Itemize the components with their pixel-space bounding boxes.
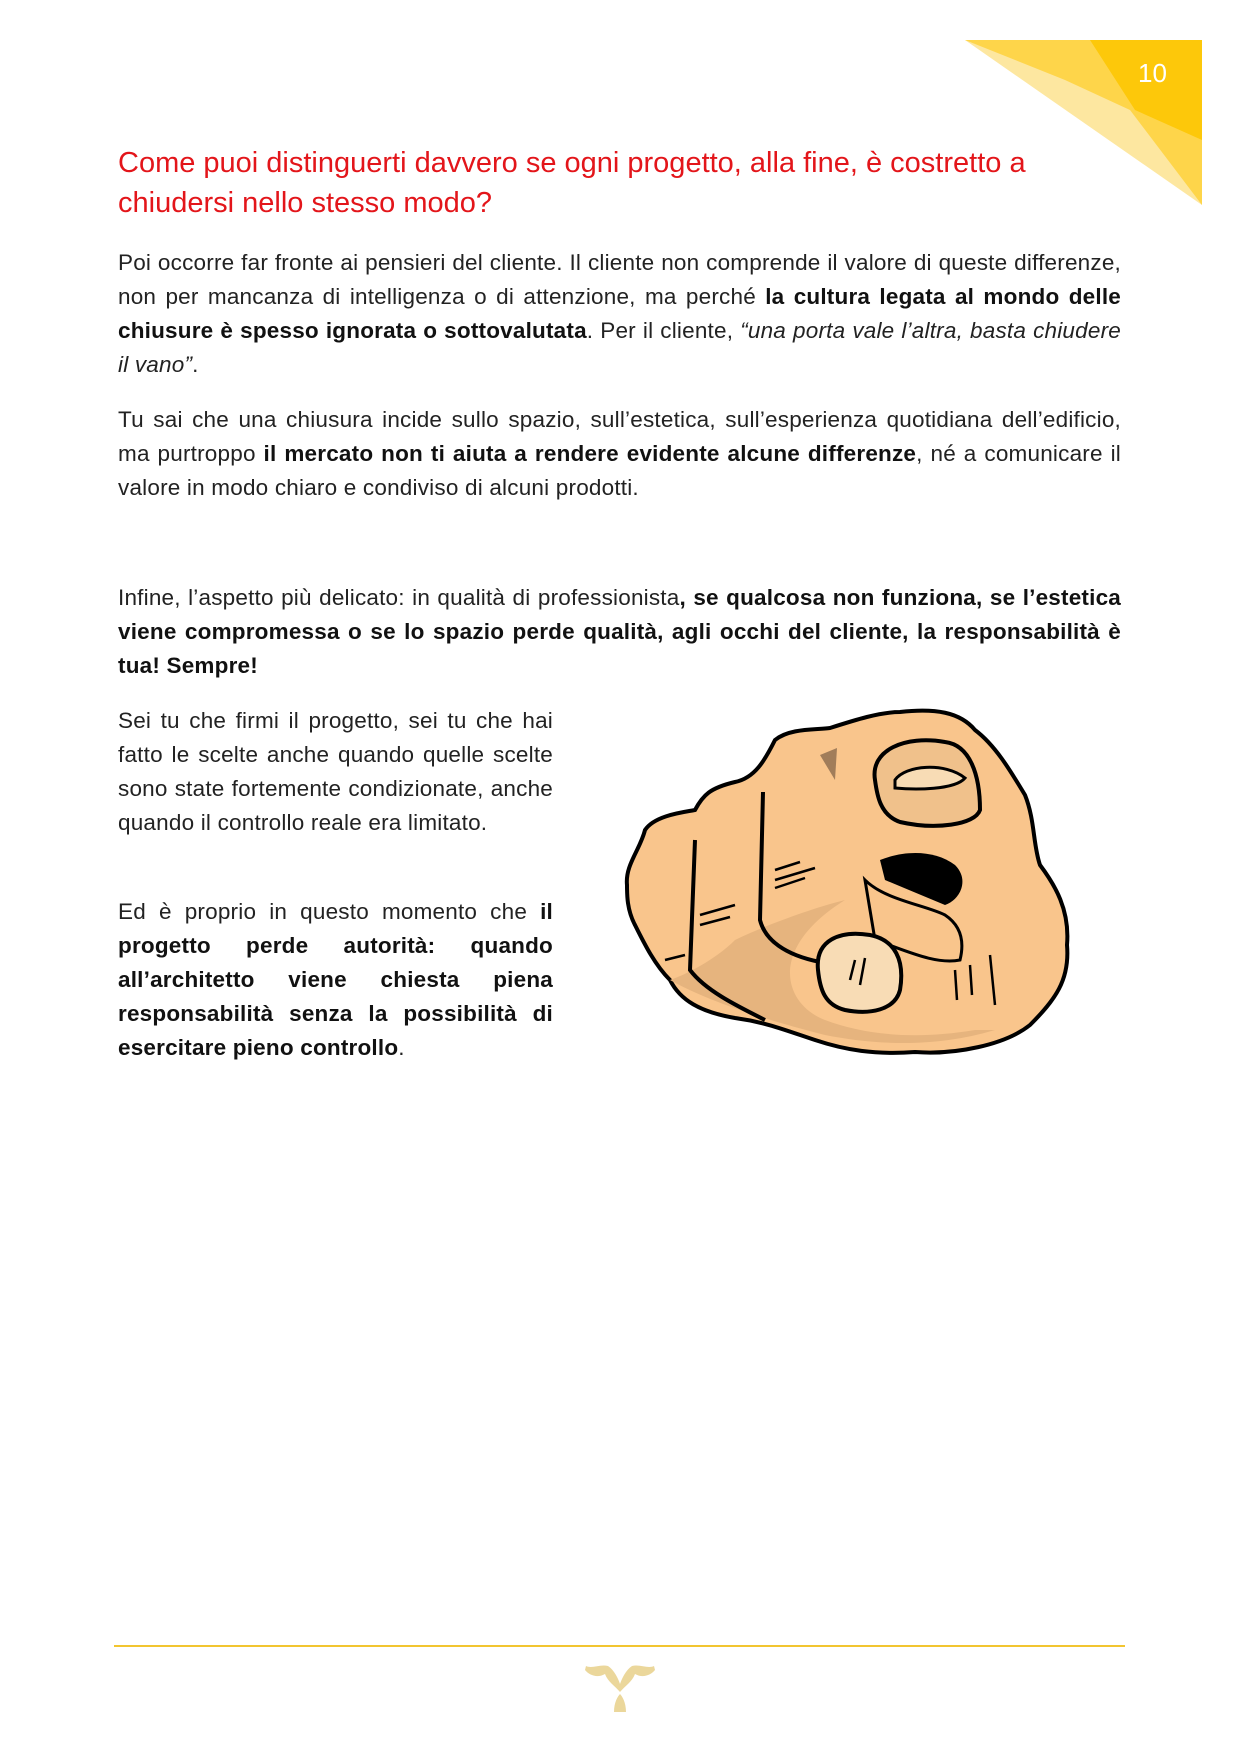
paragraph-2 — [118, 403, 1121, 505]
bold-text: la cultura legata al mondo delle chiusure è spesso ignorata o sottovalutata — [118, 284, 1121, 343]
bold-text: , se qualcosa non funziona, se l’estetica viene compromessa o se lo spazio perde qualità, agli occhi del cliente, la responsabilità è tua! Sempre! — [118, 585, 1121, 678]
bold-text: il progetto perde autorità: quando all’architetto viene chiesta piena responsabilità senza la possibilità di esercitare pieno controllo — [118, 899, 553, 1060]
page-number: 10 — [1138, 58, 1167, 88]
italic-quote: “una porta vale l’altra, basta chiudere il vano” — [118, 318, 1121, 377]
paragraph-4 — [118, 704, 553, 840]
text: . — [192, 352, 199, 377]
text: Ed è proprio in questo momento che — [118, 899, 541, 924]
text: Poi occorre far fronte ai pensieri del cliente. Il cliente non comprende il valore di queste differenze, non per mancanza di intelligenza o di attenzione, ma perché — [118, 250, 1121, 309]
pointing-hand-illustration — [615, 700, 1075, 1065]
bold-text: il mercato non ti aiuta a rendere evidente alcune differenze — [263, 441, 917, 466]
leaf-logo-icon — [580, 1664, 660, 1714]
text: , né a comunicare il valore in modo chiaro e condiviso di alcuni prodotti. — [118, 441, 1121, 500]
text: Infine, l’aspetto più delicato: in qualità di professionista — [118, 585, 680, 610]
text: Tu sai che una chiusura incide sullo spazio, sull’estetica, sull’esperienza quotidiana dell’edificio, ma purtroppo — [118, 407, 1121, 466]
section-heading: Come puoi distinguerti davvero se ogni progetto, alla fine, è costretto a chiudersi nello stesso modo? — [118, 147, 1026, 219]
footer-divider — [114, 1645, 1125, 1647]
text: . — [398, 1035, 405, 1060]
paragraph-1 — [118, 246, 1121, 382]
paragraph-5 — [118, 895, 553, 1065]
paragraph-3 — [118, 581, 1121, 683]
text: Sei tu che firmi il progetto, sei tu che hai fatto le scelte anche quando quelle scelte sono state fortemente condizionate, anche quando il controllo reale era limitato. — [118, 708, 553, 835]
text: . Per il cliente, — [586, 318, 741, 343]
